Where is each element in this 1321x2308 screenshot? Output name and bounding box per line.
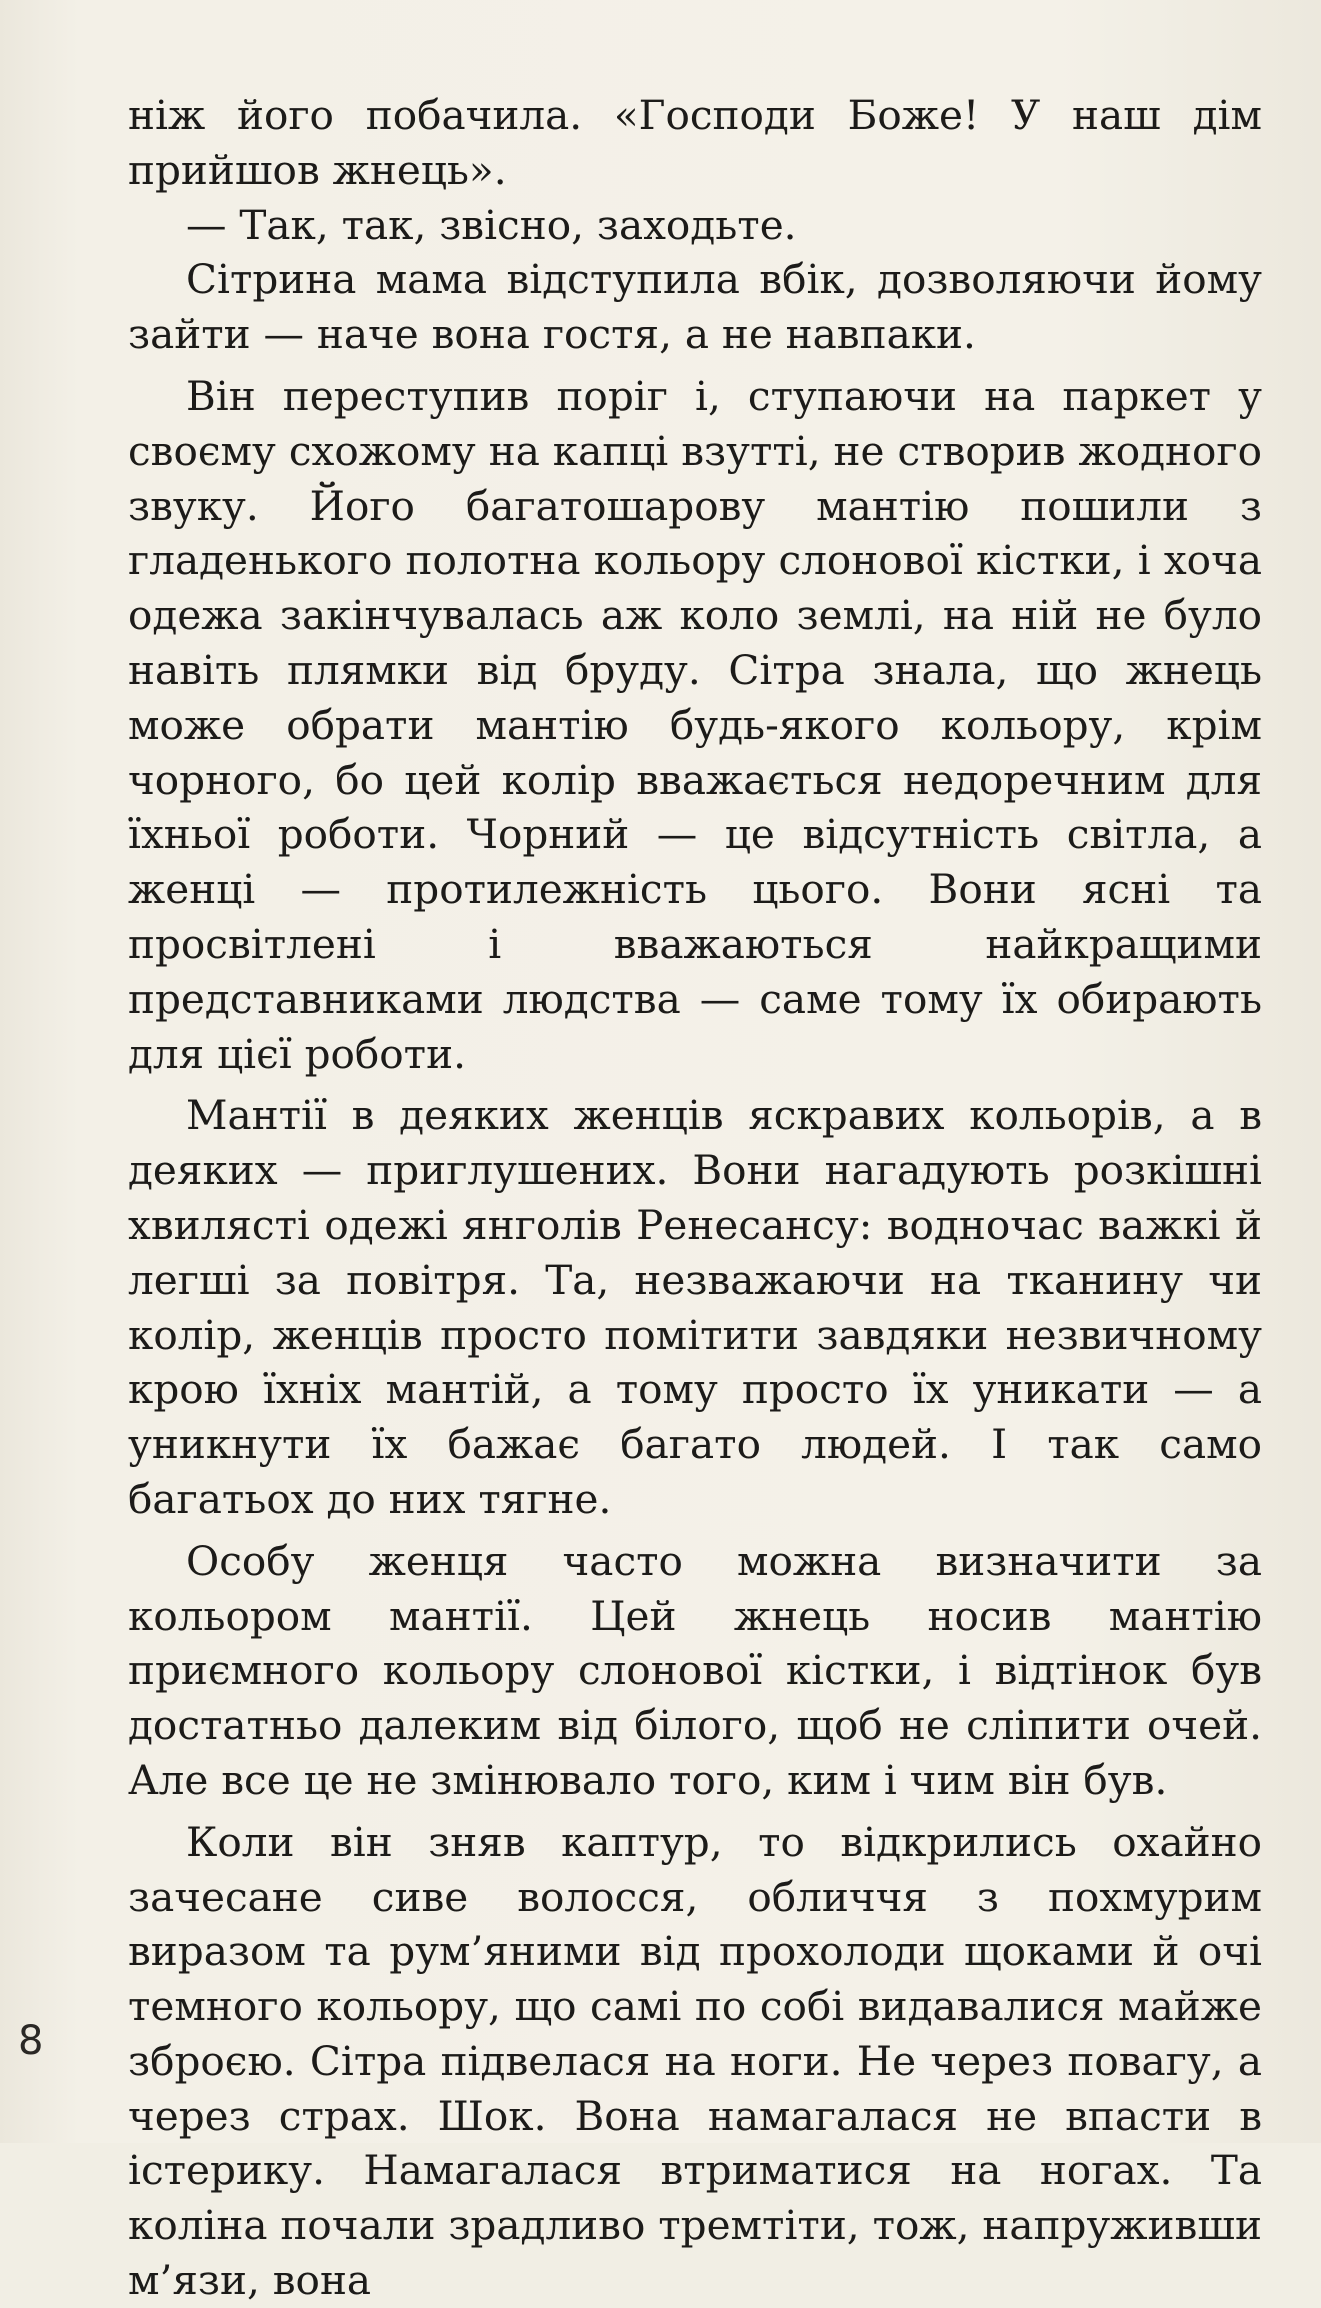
paragraph: Він переступив поріг і, ступаючи на паркет у своєму схожому на капці взутті, не створив жодного звуку. Його багатошарову мантію пошили з гладенького полотна кольору слонової кістки, і хоча одежа закінчувалась аж коло землі, на ній не було навіть плямки від бруду. Сітра знала, що жнець може обрати мантію будь-якого кольору, крім чорного, бо цей колір вважається недоречним для їхньої роботи. Чорний — це відсутність світла, а женці — протилежність цього. Вони ясні та просвітлені і вважаються найкращими представниками людства — саме тому їх обирають для цієї роботи. <box>128 371 1262 1078</box>
paragraph: Коли він зняв каптур, то відкрились охайно зачесане сиве волосся, обличчя з похмурим виразом та рум’яними від прохолоди щоками й очі темного кольору, що самі по собі видавалися майже зброєю. Сітра підвелася на ноги. Не через повагу, а через страх. Шок. Вона намагалася не впасти в істерику. Намагалася втриматися на ногах. Та коліна почали зрадливо тремтіти, тож, напруживши м’язи, вона <box>128 1817 1262 2305</box>
paragraph: Сітрина мама відступила вбік, дозволяючи йому зайти — наче вона гостя, а не навпаки. <box>128 255 1262 359</box>
paragraph-continuation: ніж його побачила. «Господи Боже! У наш дім прийшов жнець». <box>128 91 1262 194</box>
page-number: 8 <box>18 2018 44 2064</box>
paragraph: Мантії в деяких женців яскравих кольорів, а в деяких — приглушених. Вони нагадують розкішні хвилясті одежі янголів Ренесансу: водночас важкі й легші за повітря. Та, незважаючи на тканину чи колір, женців просто помітити завдяки незвичному крою їхніх мантій, а тому просто їх уникати — а уникнути їх бажає багато людей. І так само багатьох до них тягне. <box>128 1091 1262 1523</box>
body-text <box>128 88 1262 2308</box>
paragraph-dialogue: — Так, так, звісно, заходьте. <box>186 200 797 249</box>
paragraph: Особу женця часто можна визначити за кольором мантії. Цей жнець носив мантію приємного кольору слонової кістки, і відтінок був достатньо далеким від білого, щоб не сліпити очей. Але все це не змінювало того, ким і чим він був. <box>128 1536 1262 1804</box>
